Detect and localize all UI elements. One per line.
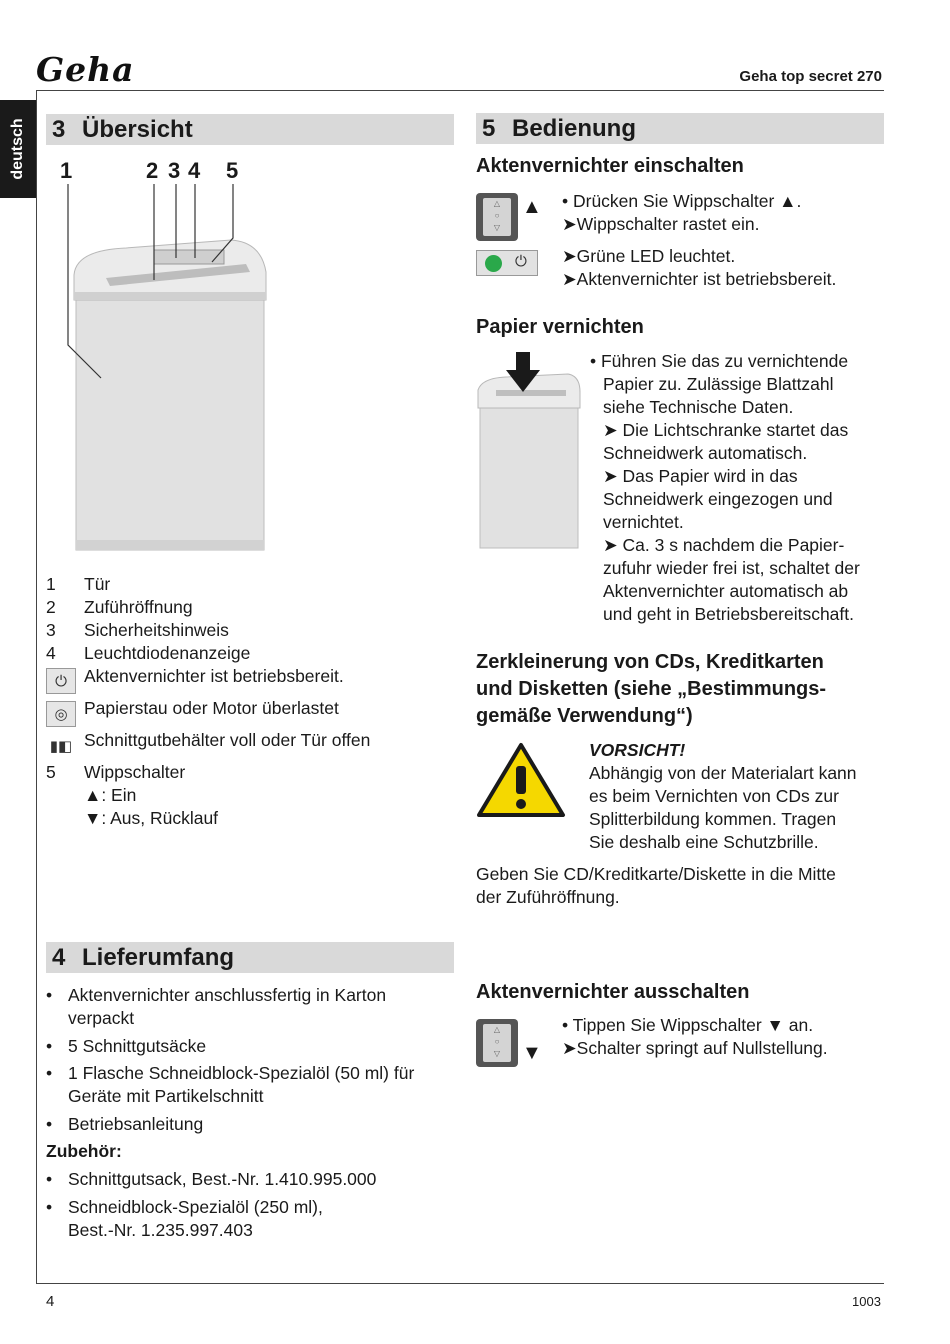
legend-number: 4 [46,643,56,663]
section-3-number: 3 [52,116,66,143]
shred-line: • Führen Sie das zu vernichtende [590,351,849,371]
language-tab-label: deutsch [9,118,26,180]
cd-note-line: Geben Sie CD/Kreditkarte/Diskette in die Mitte [476,864,836,884]
shred-line: ➤ Ca. 3 s nachdem die Papier- [603,535,845,555]
shredder-overview-image [46,180,276,570]
section-4-title: Lieferumfang [82,944,235,971]
warning-line: es beim Vernichten von CDs zur [589,786,839,806]
shredder-feed-image [476,352,586,552]
model-name: Geha top secret 270 [739,68,882,85]
shred-line: ➤ Das Papier wird in das [603,466,798,486]
warning-line: Sie deshalb eine Schutzbrille. [589,832,819,852]
switch-state-on: ▲: Ein [84,785,137,805]
shred-line: Papier zu. Zulässige Blattzahl [603,374,834,394]
rocker-switch-off-image: △ ○ ▽ [476,1019,518,1067]
section-3-title: Übersicht [82,116,193,143]
callout-5: 5 [226,158,239,183]
bin-full-icon: ▮◧ [46,733,76,759]
switch-state-off: ▼: Aus, Rücklauf [84,808,219,828]
led-state-bin-full: Schnittgutbehälter voll oder Tür offen [84,730,371,750]
arrow-down-icon: ▼ [522,1042,542,1064]
geha-logo: Geha [36,50,135,89]
callout-4: 4 [188,158,201,183]
warning-icon [476,742,566,818]
cd-title-line: Zerkleinerung von CDs, Kreditkarten [476,651,824,673]
legend-label: Sicherheitshinweis [84,620,229,640]
switch-on-line: ➤Wippschalter rastet ein. [562,214,760,234]
shred-line: ➤ Die Lichtschranke startet das [603,420,849,440]
legend-number: 2 [46,597,56,617]
shred-line: Schneidwerk eingezogen und [603,489,833,509]
cd-note-line: der Zuführöffnung. [476,887,620,907]
callout-1: 1 [60,158,73,183]
document-code: 1003 [852,1294,881,1309]
paper-jam-icon: ◎ [46,701,76,727]
switch-off-title: Aktenvernichter ausschalten [476,981,750,1003]
shred-line: Schneidwerk automatisch. [603,443,808,463]
legend-number: 3 [46,620,56,640]
accessories-title: Zubehör: [46,1141,122,1161]
arrow-up-icon: ▲ [522,196,542,218]
green-led-icon [485,255,502,272]
header-divider [36,90,884,91]
section-4-heading [46,942,454,973]
page-number: 4 [46,1293,55,1310]
section-5-number: 5 [482,115,496,142]
callout-3: 3 [168,158,181,183]
section-3-heading [46,114,454,145]
warning-title: VORSICHT! [589,740,686,760]
legend-number: 1 [46,574,56,594]
callout-2: 2 [146,158,159,183]
legend-item-1 [46,573,110,596]
rocker-switch-on-image: △ ○ ▽ [476,193,518,241]
shred-line: und geht in Betriebsbereitschaft. [603,604,854,624]
power-icon: ⏻ [515,253,527,270]
section-5-title: Bedienung [512,115,636,142]
warning-line: Splitterbildung kommen. Tragen [589,809,837,829]
warning-line: Abhängig von der Materialart kann [589,763,857,783]
legend-label: Tür [84,574,111,594]
switch-on-line: • Drücken Sie Wippschalter ▲. [562,191,802,211]
left-margin-rule [36,90,37,1283]
shred-line: zufuhr wieder frei ist, schaltet der [603,558,860,578]
switch-off-line: • Tippen Sie Wippschalter ▼ an. [562,1015,814,1035]
shred-line: siehe Technische Daten. [603,397,794,417]
legend-number: 5 [46,762,56,782]
legend-label: Zuführöffnung [84,597,193,617]
led-state-ready: Aktenvernichter ist betriebsbereit. [84,666,344,686]
switch-on-title: Aktenvernichter einschalten [476,155,744,177]
legend-item-5 [46,761,185,784]
cd-title-line: gemäße Verwendung“) [476,705,693,727]
switch-on-line: ➤Grüne LED leuchtet. [562,246,736,266]
legend-label: Leuchtdiodenanzeige [84,643,251,663]
footer-divider [36,1283,884,1284]
shred-line: Aktenvernichter automatisch ab [603,581,849,601]
legend-item-3 [46,619,229,642]
section-4-number: 4 [52,944,66,971]
shred-line: vernichtet. [603,512,684,532]
power-icon: ⏻ [46,668,76,694]
green-led-panel [476,250,538,276]
language-tab[interactable] [0,100,36,198]
led-state-jam: Papierstau oder Motor überlastet [84,698,339,718]
legend-label: Wippschalter [84,762,186,782]
switch-on-line: ➤Aktenvernichter ist betriebsbereit. [562,269,837,289]
legend-item-4 [46,642,250,665]
cd-title-line: und Disketten (siehe „Bestimmungs- [476,678,827,700]
switch-off-line: ➤Schalter springt auf Nullstellung. [562,1038,828,1058]
section-5-heading [476,113,884,144]
shred-title: Papier vernichten [476,316,644,338]
legend-item-2 [46,596,193,619]
